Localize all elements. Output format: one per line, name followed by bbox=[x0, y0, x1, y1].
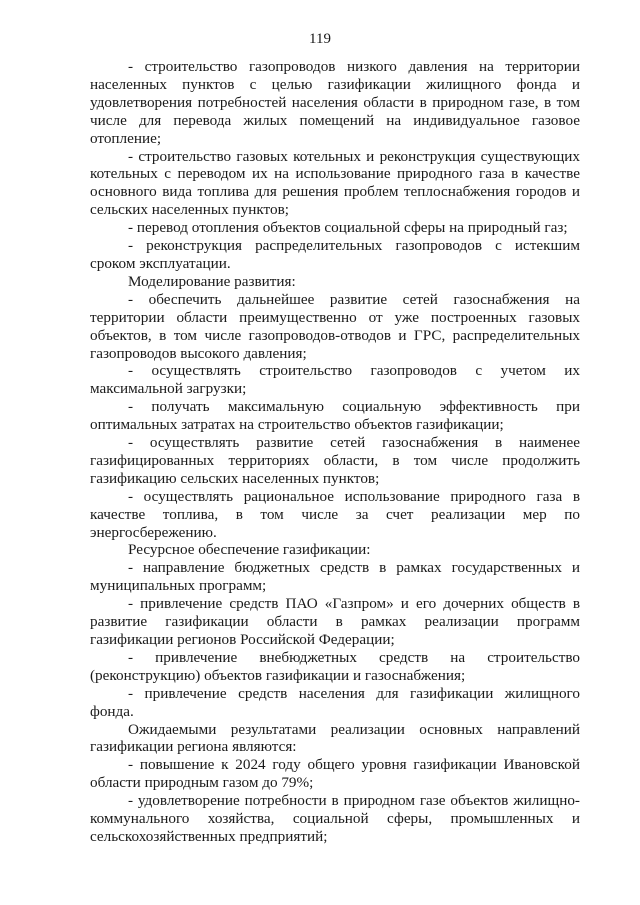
paragraph-budget-funds: - направление бюджетных средств в рамках государственных и муниципальных программ; bbox=[90, 559, 580, 595]
heading-development-modeling: Моделирование развития: bbox=[128, 272, 296, 290]
paragraph-gas-boilers: - строительство газовых котельных и реконструкция существующих котельных с переводом их на использование природного газа в качестве основного вида топлива для решения проблем теплоснабжения городов и сельских населенных пунктов; bbox=[90, 147, 580, 219]
paragraph-pipeline-reconstruction: - реконструкция распределительных газопроводов с истекшим сроком эксплуатации. bbox=[90, 237, 580, 272]
paragraph-extrabudgetary-funds: - привлечение внебюджетных средств на строительство (реконструкцию) объектов газификации и газоснабжения; bbox=[90, 648, 580, 684]
paragraph-rational-use: - осуществлять рациональное использование природного газа в качестве топлива, в том числе за счет реализации мер по энергосбережению. bbox=[90, 487, 580, 541]
paragraph-social-heating: - перевод отопления объектов социальной сферы на природный газ; bbox=[128, 219, 568, 237]
paragraph-max-load: - осуществлять строительство газопроводов с учетом их максимальной загрузки; bbox=[90, 362, 580, 398]
paragraph-population-funds: - привлечение средств населения для газификации жилищного фонда. bbox=[90, 684, 580, 720]
paragraph-gas-pipelines-low-pressure: - строительство газопроводов низкого давления на территории населенных пунктов с целью газификации жилищного фонда и удовлетворения потребностей населения области в природном газе, в том числе для перевода жилых помещений на индивидуальное газовое отопление; bbox=[90, 58, 580, 147]
heading-resource-support: Ресурсное обеспечение газификации: bbox=[128, 541, 371, 559]
paragraph-less-gasified-areas: - осуществлять развитие сетей газоснабжения в наименее газифицированных территориях области, в том числе продолжить газификацию сельских населенных пунктов; bbox=[90, 434, 580, 487]
page-number: 119 bbox=[309, 31, 331, 47]
paragraph-gazprom-funds: - привлечение средств ПАО «Газпром» и его дочерних обществ в развитие газификации области в рамках реализации программ газификации регионов Российской Федерации; bbox=[90, 595, 580, 648]
paragraph-gasification-level: - повышение к 2024 году общего уровня газификации Ивановской области природным газом до 79%; bbox=[90, 756, 580, 792]
heading-expected-results: Ожидаемыми результатами реализации основных направлений газификации региона являются: bbox=[90, 720, 580, 756]
document-body bbox=[90, 58, 580, 846]
paragraph-network-development: - обеспечить дальнейшее развитие сетей газоснабжения на территории области преимущественно от уже построенных газовых объектов, в том числе газопроводов-отводов и ГРС, распределительных газопроводов высокого давления; bbox=[90, 290, 580, 362]
paragraph-social-efficiency: - получать максимальную социальную эффективность при оптимальных затратах на строительство объектов газификации; bbox=[90, 398, 580, 434]
paragraph-demand-satisfaction: - удовлетворение потребности в природном газе объектов жилищно-коммунального хозяйства, социальной сферы, промышленных и сельскохозяйственных предприятий; bbox=[90, 792, 580, 845]
